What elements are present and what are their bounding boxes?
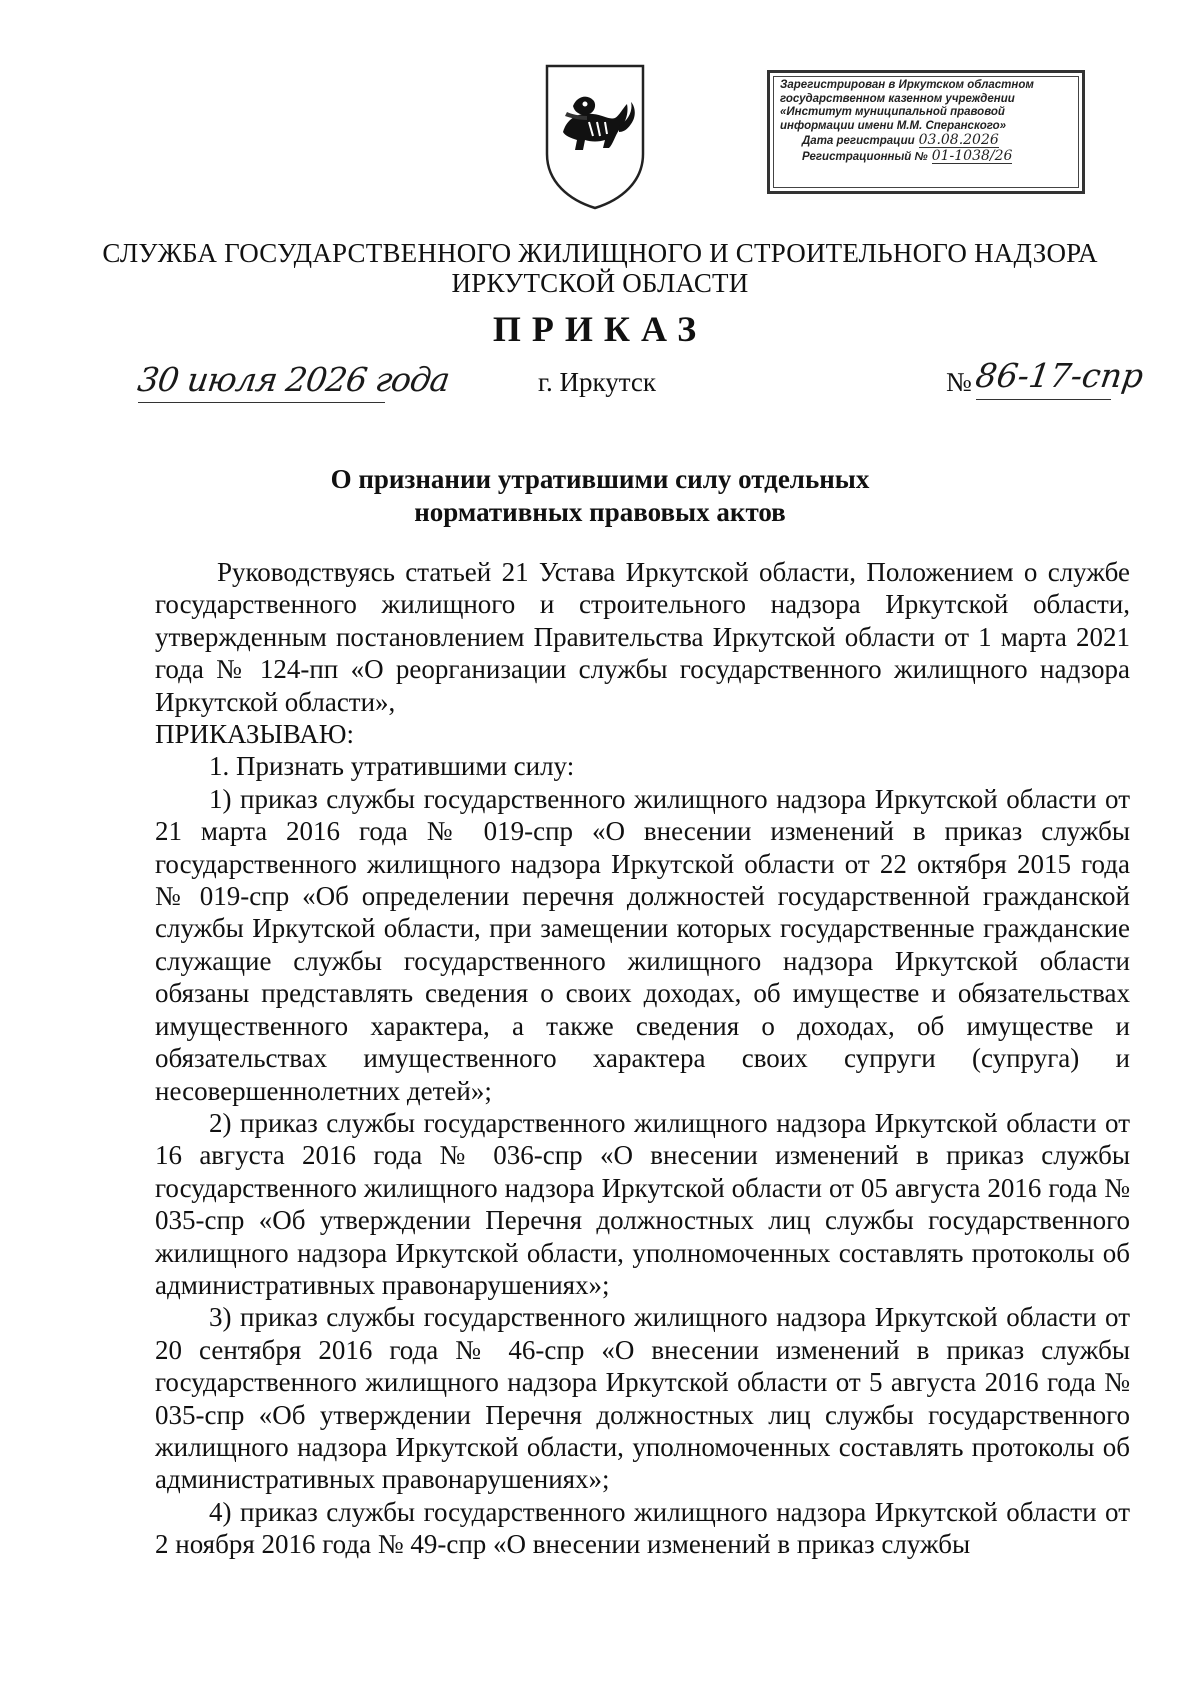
order-title: ПРИКАЗ (492, 309, 708, 349)
order-body (155, 556, 1130, 1561)
order-city: г. Иркутск (538, 367, 656, 397)
stamp-date-label: Дата регистрации (802, 135, 915, 147)
subitem-4: 4) приказ службы государственного жилищного надзора Иркутской области от 2 ноября 2016 года № 49-спр «О внесении изменений в приказ службы (155, 1496, 1130, 1560)
subitem-3: 3) приказ службы государственного жилищного надзора Иркутской области от 20 сентября 2016 года № 46-спр «О внесении изменений в приказ службы государственного жилищного надзора Иркутской области от 5 августа 2016 года № 035-спр «Об утверждении Перечня должностных лиц службы государственного жилищного надзора Иркутской области, уполномоченных составлять протоколы об административных правонарушениях»; (155, 1302, 1130, 1495)
stamp-line-2: государственном казенном учреждении (780, 92, 1015, 105)
stamp-date-value: 03.08.2026 (918, 132, 999, 148)
stamp-date-row (780, 133, 1072, 149)
order-word: ПРИКАЗЫВАЮ: (155, 719, 354, 750)
order-date-handwritten: 30 июля 2026 года (135, 360, 452, 399)
stamp-reg-row (780, 149, 1072, 165)
subject-line-1: О признании утратившими силу отдельных (330, 464, 870, 494)
subitem-2: 2) приказ службы государственного жилищного надзора Иркутской области от 16 августа 2016 года № 036-спр «О внесении изменений в приказ службы государственного жилищного надзора Иркутской области от 05 августа 2016 года № 035-спр «Об утверждении Перечня должностных лиц службы государственного жилищного надзора Иркутской области, уполномоченных составлять протоколы об административных правонарушениях»; (155, 1107, 1130, 1300)
stamp-line-4: информации имени М.М. Сперанского» (780, 119, 1007, 132)
stamp-reg-value: 01-1038/26 (931, 147, 1013, 164)
order-number-handwritten: 86-17-спр (973, 356, 1146, 395)
subject-line-2: нормативных правовых актов (414, 497, 786, 527)
stamp-inner-frame (773, 76, 1079, 188)
stamp-line-1: Зарегистрирован в Иркутском областном (780, 79, 1034, 91)
number-underline (976, 399, 1111, 400)
agency-name-line-2: ИРКУТСКОЙ ОБЛАСТИ (451, 268, 749, 298)
stamp-reg-label: Регистрационный № (802, 150, 928, 163)
stamp-line-3: «Институт муниципальной правовой (780, 106, 1005, 118)
order-number-prefix: № (946, 367, 972, 397)
preamble-paragraph: Руководствуясь статьей 21 Устава Иркутской области, Положением о службе государственного жилищного и строительного надзора Иркутской области, утвержденным постановлением Правительства Иркутской области от 1 марта 2021 года № 124-пп «О реорганизации службы государственного жилищного надзора Иркутской области», (155, 557, 1130, 717)
coat-of-arms-emblem (543, 62, 647, 212)
subitem-1: 1) приказ службы государственного жилищного надзора Иркутской области от 21 марта 2016 года № 019-спр «О внесении изменений в приказ службы государственного жилищного надзора Иркутской области от 22 октября 2015 года № 019-спр «Об определении перечня должностей государственной гражданской службы Иркутской области, при замещении которых государственные гражданские служащие службы государственного жилищного надзора Иркутской области обязаны представлять сведения о своих доходах, об имуществе и обязательствах имущественного характера, а также сведения о доходах, об имуществе и обязательствах имущественного характера своих супруги (супруга) и несовершеннолетних детей»; (155, 783, 1130, 1106)
registration-stamp (767, 70, 1085, 194)
item-1: 1. Признать утратившими силу: (209, 751, 575, 782)
date-underline (138, 402, 385, 403)
order-subject (0, 463, 1200, 529)
agency-name-line-1: СЛУЖБА ГОСУДАРСТВЕННОГО ЖИЛИЩНОГО И СТРОИТЕЛЬНОГО НАДЗОРА (102, 238, 1098, 268)
